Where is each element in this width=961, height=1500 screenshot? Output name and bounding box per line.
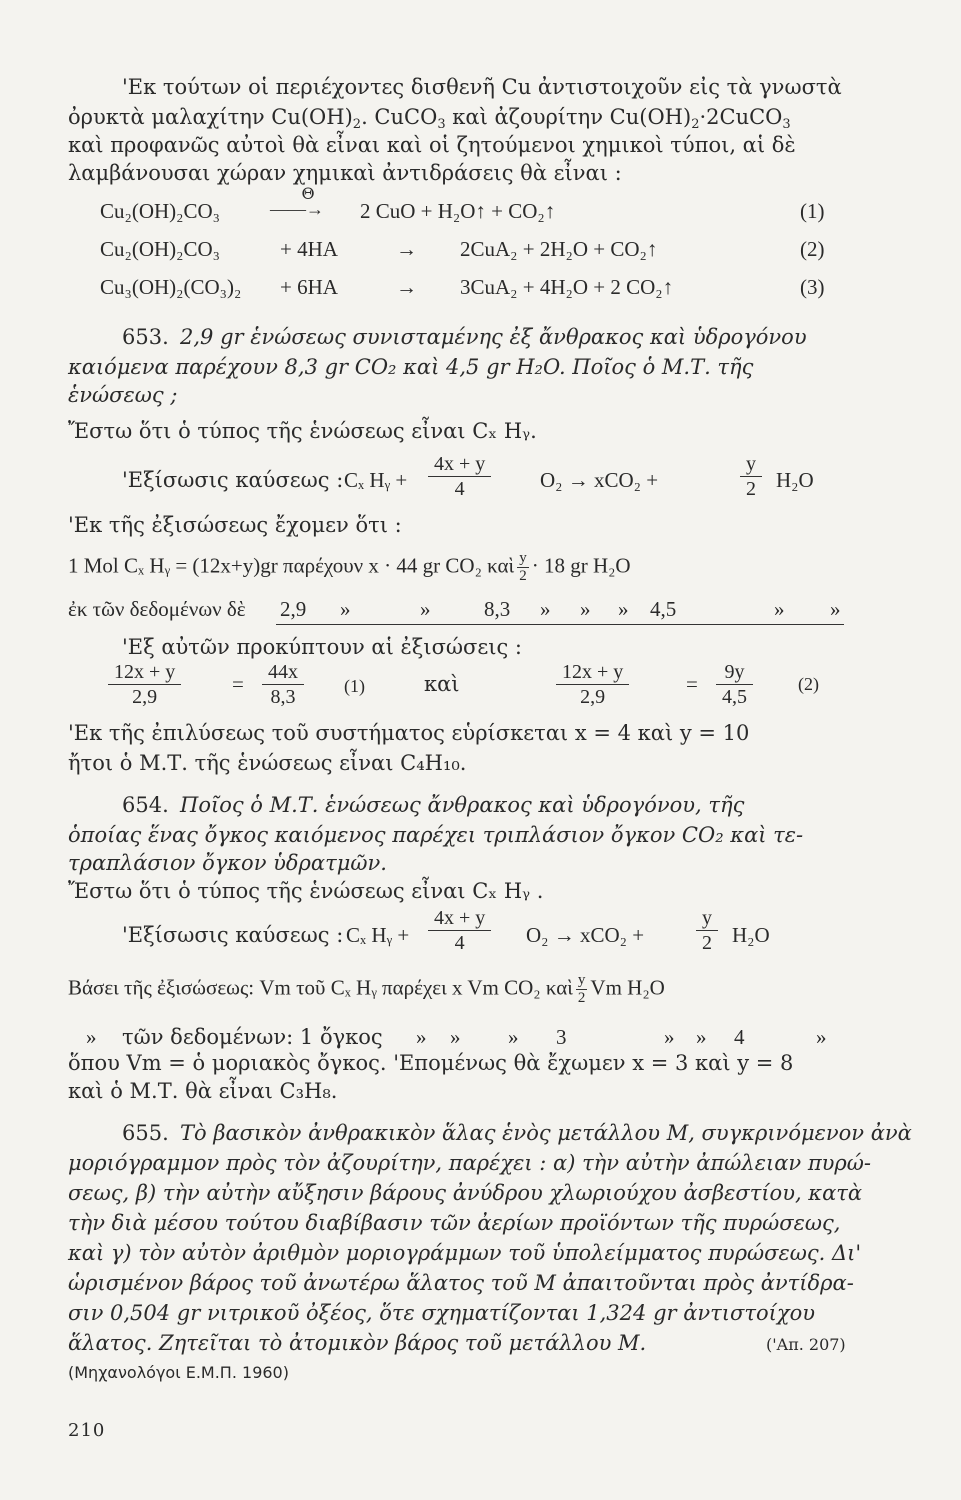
problem-654-data-ditto-4: » [508,1025,519,1049]
problem-653-data-ditto-2: » [420,597,431,621]
problem-653-data-ditto-1: » [340,597,351,621]
problem-654-data-h2o: 4 [734,1025,745,1049]
problem-653-result: ἤτοι ὁ Μ.Τ. τῆς ἑνώσεως εἶναι C₄H₁₀. [68,751,467,775]
problem-653-data-ditto-7: » [830,597,841,621]
reaction-3-arrow: → [396,275,417,299]
problem-654-combustion-mid: O₂ → xCO₂ + [526,923,645,947]
problem-653-data-co2: 8,3 [484,597,511,621]
problem-655-number: 655. [122,1121,169,1145]
problem-654-volume-end: Vm H₂O [590,975,665,1000]
problem-653-data-ditto-6: » [774,597,785,621]
problem-653-mol-fraction-den: 2 [519,568,527,584]
problem-654-data-ditto-5: » [664,1025,675,1049]
reaction-3-lhs: Cu₃(OH)₂(CO₃)₂ [100,275,242,299]
problem-654-solution-5: ὅπου Vm = ὁ μοριακὸς ὄγκος. 'Επομένως θὰ ἔχωμεν x = 3 καὶ y = 8 [68,1051,794,1075]
problem-653-water-fraction-num: y [740,452,762,477]
problem-653-question-1: 2,9 gr ἑνώσεως συνισταμένης ἐξ ἄνθρακος καὶ ὑδρογόνου [180,325,807,349]
problem-653-data-ditto-5: » [618,597,629,621]
problem-654-volume-line [68,972,665,1007]
problem-655-line-6: ὡρισμένον βάρος τοῦ ἀνωτέρω ἅλατος τοῦ Μ ἀπαιτοῦνται πρὸς ἀντίδρα- [68,1271,854,1295]
problem-654-oxygen-fraction-den: 4 [454,932,465,954]
intro-l2a: ὀρυκτὰ μαλαχίτην Cu(OH) [68,105,353,129]
problem-654-data-ditto-2: » [416,1025,427,1049]
problem-653-eq2-left [556,660,629,709]
reaction-1-heat-symbol: Θ [301,184,315,203]
problem-654-question-1: Ποῖος ὁ Μ.Τ. ἑνώσεως ἄνθρακος καὶ ὑδρογόνου, τῆς [180,793,745,817]
problem-653-mol-text: 1 Mol Cₓ Hᵧ = (12x+y)gr παρέχουν x · 44 gr CO₂ καὶ [68,553,515,578]
problem-653-data-h2o: 4,5 [650,597,677,621]
reaction-1-arrow: ——→ [270,199,324,219]
problem-654-question-2: ὁποίας ἕνας ὄγκος καιόμενος παρέχει τριπλάσιον ὄγκον CO₂ καὶ τε- [68,823,804,847]
reaction-1-number: (1) [800,199,825,223]
intro-l2d: ·2CuCO [699,105,783,129]
problem-653-mol-fraction [517,550,529,585]
problem-654-data-label: τῶν δεδομένων: 1 ὄγκος [122,1025,383,1049]
reaction-1-rhs: 2 CuO + H₂O↑ + CO₂↑ [360,199,556,223]
problem-653-eq2-right-num: 9y [716,660,753,685]
problem-653-mol-end: · 18 gr H₂O [531,553,631,578]
problem-653-oxygen-fraction-num: 4x + y [428,452,491,477]
problem-653-eq1-number: (1) [344,676,365,696]
problem-653-eq2-equals: = [686,672,698,696]
problem-654-result: καὶ ὁ Μ.Τ. θὰ εἶναι C₃H₈. [68,1079,338,1103]
intro-line-4: λαμβάνουσαι χώραν χημικαὶ ἀντιδράσεις θὰ εἶναι : [68,161,622,185]
problem-653-eq1-left-num: 12x + y [108,660,181,685]
reaction-2-rhs: 2CuA₂ + 2H₂O + CO₂↑ [460,237,658,261]
problem-655-line-1: Τὸ βασικὸν ἀνθρακικὸν ἅλας ἑνὸς μετάλλου Μ, συγκρινόμενον ἀνὰ [180,1121,912,1145]
problem-654-combustion-label: 'Εξίσωσις καύσεως : [122,923,344,947]
problem-654-combustion-lhs: Cₓ Hᵧ + [346,923,410,947]
problem-653-oxygen-fraction [428,452,491,501]
problem-653-eq2-left-den: 2,9 [580,686,606,708]
problem-654-volume-text: Βάσει τῆς ἐξισώσεως: Vm τοῦ Cₓ Hᵧ παρέχει x Vm CO₂ καὶ [68,975,573,1000]
problem-654-solution-1: Ἔστω ὅτι ὁ τύπος τῆς ἑνώσεως εἶναι Cₓ Hᵧ . [68,879,544,903]
problem-653-eq1-equals: = [232,672,244,696]
problem-653-question-2: καιόμενα παρέχουν 8,3 gr CO₂ καὶ 4,5 gr H₂O. Ποῖος ὁ Μ.Τ. τῆς [68,355,754,379]
problem-653-combustion-end: H₂O [776,468,814,492]
reaction-2-lhs: Cu₂(OH)₂CO₃ [100,237,220,261]
problem-653-water-fraction-den: 2 [746,478,756,500]
problem-654-data-co2: 3 [556,1025,567,1049]
problem-654-data-ditto-7: » [816,1025,827,1049]
problem-654-number: 654. [122,793,169,817]
reaction-2-number: (2) [800,237,825,261]
problem-653-data-mass: 2,9 [280,597,307,621]
problem-653-question-3: ἑνώσεως ; [68,383,178,407]
problem-655-line-8: ἅλατος. Ζητεῖται τὸ ἀτομικὸν βάρος τοῦ μετάλλου Μ. [68,1331,647,1355]
problem-653-mol-fraction-num: y [519,550,527,566]
problem-654-oxygen-fraction-num: 4x + y [428,906,491,931]
problem-654-water-fraction-den: 2 [702,932,712,954]
problem-653-solution-6: 'Εξ αὐτῶν προκύπτουν αἱ ἐξισώσεις : [122,635,523,659]
problem-653-number: 653. [122,325,169,349]
reaction-3-rhs: 3CuA₂ + 4H₂O + 2 CO₂↑ [460,275,674,299]
intro-l2c: καὶ ἀζουρίτην Cu(OH) [445,105,692,129]
intro-l2b: . CuCO [361,105,438,129]
problem-653-solution-7: 'Εκ τῆς ἐπιλύσεως τοῦ συστήματος εὑρίσκεται x = 4 καὶ y = 10 [68,721,750,745]
problem-653-data-underline [276,624,844,625]
problem-653-eq2-number: (2) [798,674,819,694]
problem-653-eq2-right-den: 4,5 [722,686,747,708]
problem-654-volume-fraction [576,972,588,1007]
problem-655-line-5: καὶ γ) τὸν αὐτὸν ἀριθμὸν μοριογράμμων τοῦ ὑπολείμματος πυρώσεως. Δι' [68,1241,862,1265]
problem-653-data-ditto-3: » [540,597,551,621]
problem-653-eq2-left-num: 12x + y [556,660,629,685]
problem-653-eq1-right-den: 8,3 [270,686,296,708]
problem-653-water-fraction [740,452,762,501]
problem-653-solution-1: Ἔστω ὅτι ὁ τύπος τῆς ἑνώσεως εἶναι Cₓ Hᵧ. [68,419,537,443]
problem-653-data-ditto-4: » [580,597,591,621]
problem-655-line-4: τὴν διὰ μέσου τούτου διαβίβασιν τῶν ἀερίων προϊόντων τῆς πυρώσεως, [68,1211,841,1235]
problem-655-line-7: σιν 0,504 gr νιτρικοῦ ὀξέος, ὅτε σχηματίζονται 1,324 gr ἀντιστοίχου [68,1301,815,1325]
problem-653-eq1-left-den: 2,9 [132,686,158,708]
problem-654-data-ditto-3: » [450,1025,461,1049]
problem-654-data-ditto-6: » [696,1025,707,1049]
intro-line-1: 'Εκ τούτων οἱ περιέχοντες δισθενῆ Cu ἀντιστοιχοῦν εἰς τὰ γνωστὰ [122,75,842,99]
problem-653-eq2-right [716,660,753,709]
problem-653-eq1-right [262,660,304,709]
problem-653-combustion-lhs: Cₓ Hᵧ + [344,468,408,492]
problem-653-solution-3: 'Εκ τῆς ἐξισώσεως ἔχομεν ὅτι : [68,513,402,537]
problem-654-water-fraction-num: y [696,906,718,931]
problem-654-volume-fraction-den: 2 [577,990,586,1006]
problem-653-oxygen-fraction-den: 4 [454,478,465,500]
problem-653-eq-connector: καὶ [424,672,460,696]
page-number: 210 [68,1420,106,1441]
intro-line-3: καὶ προφανῶς αὐτοὶ θὰ εἶναι καὶ οἱ ζητούμενοι χημικοὶ τύποι, αἱ δὲ [68,133,796,157]
reaction-3-number: (3) [800,275,825,299]
problem-655-source: (Μηχανολόγοι Ε.Μ.Π. 1960) [68,1363,289,1382]
problem-655-line-2: μοριόγραμμον πρὸς τὸν ἀζουρίτην, παρέχει : α) τὴν αὐτὴν ἀπώλειαν πυρώ- [68,1151,871,1175]
problem-654-volume-fraction-num: y [577,972,586,988]
problem-653-eq1-left [108,660,181,709]
problem-655-line-3: σεως, β) τὴν αὐτὴν αὔξησιν βάρους ἀνύδρου χλωριούχου ἀσβεστίου, κατὰ [68,1181,863,1205]
problem-654-oxygen-fraction [428,906,491,955]
reaction-2-arrow: → [396,237,417,261]
problem-654-water-fraction [696,906,718,955]
problem-653-mol-line [68,550,631,585]
problem-654-question-3: τραπλάσιον ὄγκον ὑδρατμῶν. [68,851,387,875]
problem-654-data-ditto-1: » [86,1025,97,1049]
problem-653-eq1-right-num: 44x [262,660,304,685]
intro-line-2: ὀρυκτὰ μαλαχίτην $Cu(OH)_2$. CuCO$_3$ καὶ ἀζουρίτην $Cu(OH)_2\cdot 2CuCO_3$ [68,105,791,132]
reaction-2-reagent: + 4HA [280,237,338,261]
problem-653-data-label: ἐκ τῶν δεδομένων δὲ [68,597,246,621]
problem-653-combustion-label: 'Εξίσωσις καύσεως : [122,468,344,492]
problem-654-combustion-end: H₂O [732,923,770,947]
reaction-3-reagent: + 6HA [280,275,338,299]
reaction-1-lhs: Cu₂(OH)₂CO₃ [100,199,220,223]
problem-653-combustion-mid: O₂ → xCO₂ + [540,468,659,492]
problem-655-answer-ref: ('Απ. 207) [766,1335,846,1354]
